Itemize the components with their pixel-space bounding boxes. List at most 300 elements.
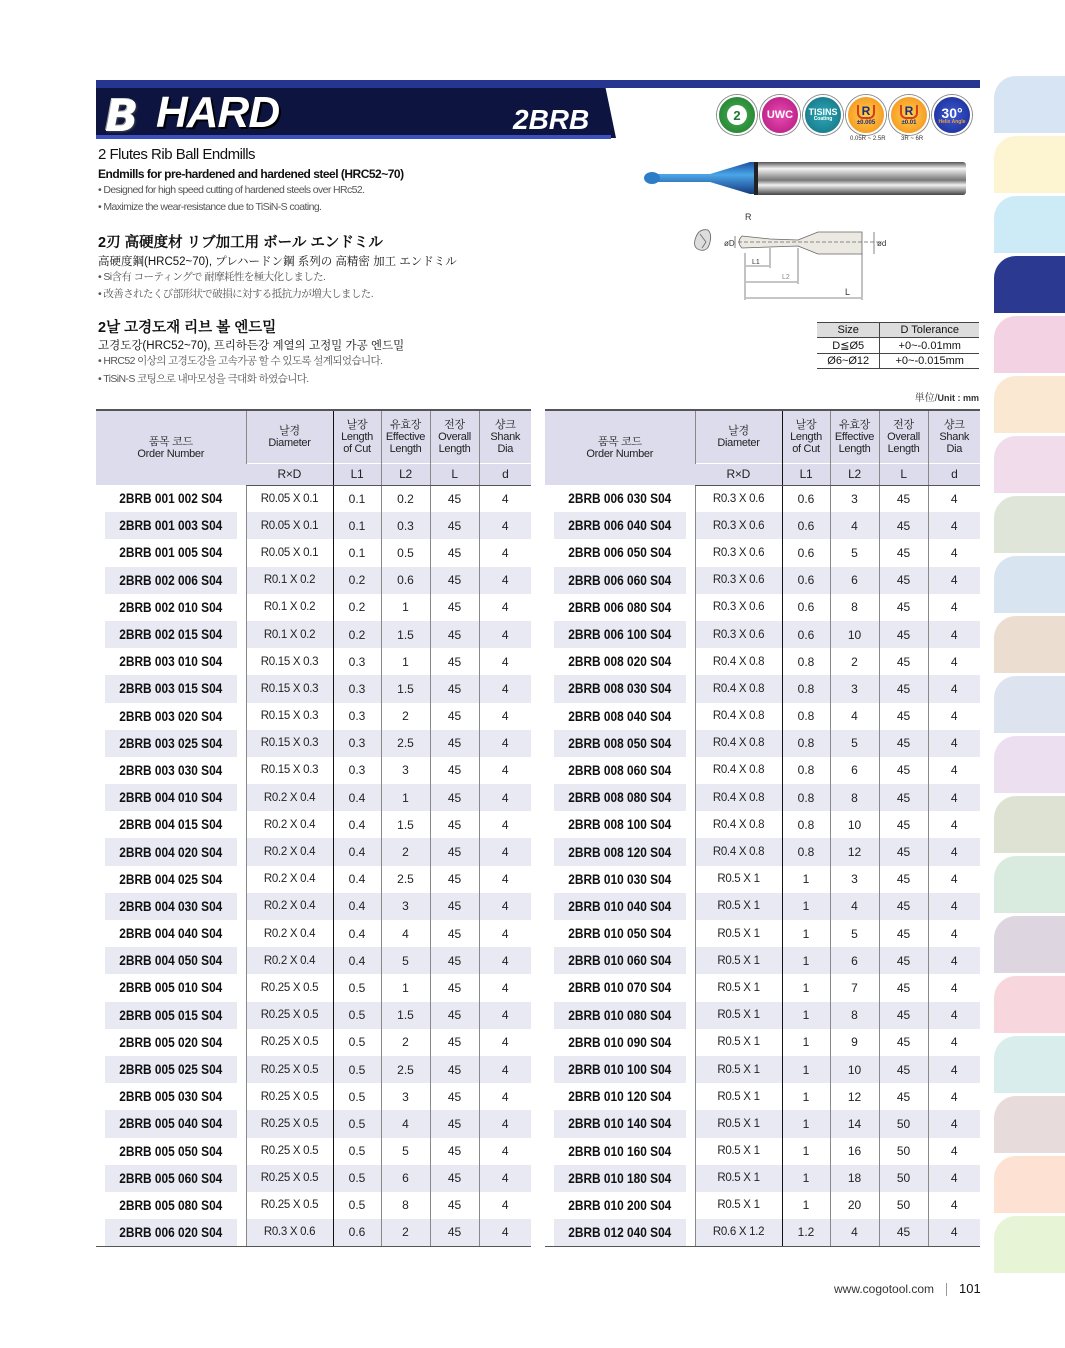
cell-effective-length: 10	[830, 1056, 879, 1083]
cell-length-of-cut: 0.8	[782, 838, 830, 865]
cell-order-number: 2BRB 010 120 S04	[568, 1089, 672, 1105]
index-tab[interactable]	[994, 556, 1065, 613]
cell-diameter: R0.25 X 0.5	[246, 1138, 333, 1165]
cell-effective-length: 1	[381, 974, 430, 1001]
cell-order-number: 2BRB 004 015 S04	[119, 817, 223, 833]
index-tab[interactable]	[994, 856, 1065, 913]
header-shank-dia: 샹크 Shank Dia	[479, 410, 531, 463]
cell-overall-length: 45	[430, 621, 479, 648]
cell-order-number: 2BRB 001 002 S04	[119, 491, 223, 507]
table-row	[96, 1083, 531, 1110]
cell-overall-length: 45	[430, 1083, 479, 1110]
cell-length-of-cut: 0.6	[782, 539, 830, 566]
cell-length-of-cut: 0.4	[333, 866, 381, 893]
table-row	[96, 1138, 531, 1165]
cell-length-of-cut: 0.5	[333, 1083, 381, 1110]
cell-shank-dia: 4	[928, 485, 980, 512]
table-row	[96, 784, 531, 811]
drawing-label-l1: L1	[752, 259, 760, 266]
index-tab[interactable]	[994, 76, 1065, 133]
cell-length-of-cut: 0.3	[333, 757, 381, 784]
bullet-japanese: • Si含有 コーティングで 耐摩耗性を極大化しました.	[98, 271, 326, 283]
cell-shank-dia: 4	[479, 811, 531, 838]
table-row	[545, 1165, 980, 1192]
cell-overall-length: 45	[430, 594, 479, 621]
cell-overall-length: 45	[430, 1138, 479, 1165]
cell-length-of-cut: 1	[782, 893, 830, 920]
r-tolerance-icon: R ±0.005	[846, 95, 886, 135]
endmill-photo	[640, 160, 980, 215]
cell-diameter: R0.25 X 0.5	[246, 974, 333, 1001]
cell-shank-dia: 4	[928, 675, 980, 702]
table-row	[96, 893, 531, 920]
cell-overall-length: 45	[879, 947, 928, 974]
index-tab[interactable]	[994, 316, 1065, 373]
table-row	[96, 703, 531, 730]
cell-effective-length: 2.5	[381, 730, 430, 757]
title-english: 2 Flutes Rib Ball Endmills	[98, 146, 256, 163]
tolerance-cell: +0~-0.01mm	[880, 338, 979, 354]
cell-overall-length: 50	[879, 1192, 928, 1219]
cell-length-of-cut: 0.6	[782, 594, 830, 621]
cell-order-number: 2BRB 008 050 S04	[554, 730, 686, 757]
cell-overall-length: 45	[430, 1029, 479, 1056]
cell-shank-dia: 4	[928, 648, 980, 675]
table-row	[96, 757, 531, 784]
header-length-of-cut: 날장 Length of Cut	[782, 410, 830, 463]
cell-diameter: R0.1 X 0.2	[246, 594, 333, 621]
index-tab[interactable]	[994, 676, 1065, 733]
cell-length-of-cut: 1	[782, 1029, 830, 1056]
cell-effective-length: 1.5	[381, 1002, 430, 1029]
cell-effective-length: 3	[830, 866, 879, 893]
uwc-icon: UWC	[760, 95, 800, 135]
cell-effective-length: 2	[381, 703, 430, 730]
cell-shank-dia: 4	[479, 784, 531, 811]
header-effective-length: 유효장 Effective Length	[381, 410, 430, 463]
cell-overall-length: 45	[430, 1165, 479, 1192]
cell-effective-length: 4	[830, 703, 879, 730]
cell-order-number: 2BRB 005 030 S04	[119, 1089, 223, 1105]
cell-shank-dia: 4	[479, 675, 531, 702]
cell-overall-length: 50	[879, 1110, 928, 1137]
cell-length-of-cut: 1	[782, 1002, 830, 1029]
cell-length-of-cut: 0.4	[333, 893, 381, 920]
cell-effective-length: 7	[830, 974, 879, 1001]
cell-order-number: 2BRB 010 200 S04	[568, 1197, 672, 1213]
cell-order-number: 2BRB 001 005 S04	[119, 545, 223, 561]
table-row	[96, 947, 531, 974]
cell-order-number: 2BRB 005 025 S04	[105, 1056, 237, 1083]
badge-caption: 3R ~ 6R	[901, 136, 924, 142]
table-row	[545, 621, 980, 648]
cell-order-number: 2BRB 002 015 S04	[105, 621, 237, 648]
cell-order-number: 2BRB 008 040 S04	[568, 708, 672, 724]
cell-effective-length: 3	[381, 1083, 430, 1110]
cell-order-number: 2BRB 010 160 S04	[568, 1143, 672, 1159]
cell-overall-length: 45	[879, 539, 928, 566]
cell-shank-dia: 4	[479, 974, 531, 1001]
cell-length-of-cut: 0.8	[782, 784, 830, 811]
cell-shank-dia: 4	[928, 811, 980, 838]
index-tab[interactable]	[994, 436, 1065, 493]
cell-order-number: 2BRB 010 040 S04	[554, 893, 686, 920]
cell-length-of-cut: 0.1	[333, 539, 381, 566]
bullet-english: • Designed for high speed cutting of hardened steels over HRc52.	[98, 184, 365, 196]
cell-overall-length: 45	[879, 757, 928, 784]
cell-diameter: R0.15 X 0.3	[246, 703, 333, 730]
cell-effective-length: 0.3	[381, 512, 430, 539]
cell-overall-length: 45	[430, 539, 479, 566]
cell-order-number: 2BRB 008 020 S04	[568, 654, 672, 670]
cell-length-of-cut: 1	[782, 866, 830, 893]
cell-effective-length: 4	[381, 920, 430, 947]
cell-order-number: 2BRB 002 010 S04	[119, 599, 223, 615]
index-tab[interactable]	[994, 616, 1065, 673]
cell-length-of-cut: 1.2	[782, 1219, 830, 1246]
cell-order-number: 2BRB 006 060 S04	[554, 567, 686, 594]
cell-length-of-cut: 0.4	[333, 784, 381, 811]
page-footer	[834, 1281, 981, 1296]
cell-order-number: 2BRB 003 030 S04	[119, 762, 223, 778]
cell-overall-length: 45	[430, 730, 479, 757]
tolerance-table	[817, 322, 979, 369]
cell-shank-dia: 4	[479, 703, 531, 730]
cell-effective-length: 0.6	[381, 567, 430, 594]
cell-shank-dia: 4	[928, 1138, 980, 1165]
cell-length-of-cut: 0.6	[782, 567, 830, 594]
table-row	[545, 1110, 980, 1137]
cell-length-of-cut: 0.5	[333, 1029, 381, 1056]
cell-shank-dia: 4	[928, 757, 980, 784]
table-row	[545, 811, 980, 838]
cell-effective-length: 5	[830, 730, 879, 757]
cell-effective-length: 5	[830, 920, 879, 947]
table-row	[96, 730, 531, 757]
table-row	[545, 512, 980, 539]
cell-length-of-cut: 0.8	[782, 757, 830, 784]
table-row	[545, 974, 980, 1001]
header-symbol: L1	[782, 463, 830, 485]
cell-overall-length: 45	[430, 1219, 479, 1246]
cell-overall-length: 45	[430, 866, 479, 893]
table-row	[96, 1219, 531, 1246]
cell-length-of-cut: 0.2	[333, 621, 381, 648]
cell-order-number: 2BRB 010 090 S04	[568, 1034, 672, 1050]
cell-order-number: 2BRB 004 025 S04	[119, 871, 223, 887]
table-row	[96, 838, 531, 865]
cell-effective-length: 0.2	[381, 485, 430, 512]
cell-diameter: R0.3 X 0.6	[695, 594, 782, 621]
table-row	[545, 757, 980, 784]
table-row	[545, 675, 980, 702]
index-tab[interactable]	[994, 376, 1065, 433]
cell-overall-length: 45	[879, 893, 928, 920]
product-table-left	[96, 409, 531, 1247]
table-row	[96, 512, 531, 539]
cell-length-of-cut: 0.3	[333, 675, 381, 702]
cell-order-number: 2BRB 004 040 S04	[119, 926, 223, 942]
cell-diameter: R0.4 X 0.8	[695, 838, 782, 865]
cell-effective-length: 1	[381, 784, 430, 811]
cell-overall-length: 45	[879, 621, 928, 648]
cell-shank-dia: 4	[479, 485, 531, 512]
table-row	[545, 1029, 980, 1056]
cell-diameter: R0.1 X 0.2	[246, 621, 333, 648]
cell-length-of-cut: 0.5	[333, 1002, 381, 1029]
table-row	[545, 784, 980, 811]
cell-overall-length: 45	[879, 1056, 928, 1083]
cell-shank-dia: 4	[479, 920, 531, 947]
header-effective-length: 유효장 Effective Length	[830, 410, 879, 463]
feature-badges	[717, 95, 972, 139]
cell-shank-dia: 4	[479, 1219, 531, 1246]
index-tab[interactable]	[994, 1096, 1065, 1153]
cell-diameter: R0.4 X 0.8	[695, 648, 782, 675]
cell-diameter: R0.5 X 1	[695, 1165, 782, 1192]
cell-diameter: R0.3 X 0.6	[695, 485, 782, 512]
cell-length-of-cut: 0.8	[782, 730, 830, 757]
cell-order-number: 2BRB 005 080 S04	[119, 1197, 223, 1213]
table-row	[96, 539, 531, 566]
table-row	[545, 920, 980, 947]
index-tab[interactable]	[994, 736, 1065, 793]
header-length-of-cut: 날장 Length of Cut	[333, 410, 381, 463]
cell-length-of-cut: 0.5	[333, 1056, 381, 1083]
cell-order-number: 2BRB 003 015 S04	[105, 675, 237, 702]
table-row	[96, 811, 531, 838]
cell-shank-dia: 4	[479, 594, 531, 621]
subtitle-japanese: 高硬度鋼(HRC52~70), プレハードン鋼 系列の 高精密 加工 エンドミル	[98, 256, 457, 268]
series-code: 2BRB	[513, 104, 590, 135]
cell-overall-length: 45	[879, 730, 928, 757]
cell-effective-length: 10	[830, 811, 879, 838]
cell-shank-dia: 4	[928, 567, 980, 594]
cell-diameter: R0.05 X 0.1	[246, 512, 333, 539]
header-symbol: L2	[381, 463, 430, 485]
header-overall-length: 전장 Overall Length	[879, 410, 928, 463]
cell-order-number: 2BRB 003 020 S04	[119, 708, 223, 724]
cell-order-number: 2BRB 010 050 S04	[568, 926, 672, 942]
cell-order-number: 2BRB 008 100 S04	[568, 817, 672, 833]
cell-length-of-cut: 1	[782, 947, 830, 974]
drawing-label-l2: L2	[782, 274, 790, 281]
cell-effective-length: 3	[381, 893, 430, 920]
cell-diameter: R0.25 X 0.5	[246, 1029, 333, 1056]
cell-order-number: 2BRB 006 080 S04	[568, 599, 672, 615]
header-diameter: 날경 Diameter	[695, 410, 782, 463]
cell-effective-length: 8	[830, 784, 879, 811]
cell-shank-dia: 4	[928, 920, 980, 947]
cell-length-of-cut: 0.2	[333, 567, 381, 594]
cell-diameter: R0.4 X 0.8	[695, 675, 782, 702]
cell-order-number: 2BRB 004 030 S04	[105, 893, 237, 920]
subtitle-english: Endmills for pre-hardened and hardened steel (HRC52~70)	[98, 167, 404, 181]
cell-length-of-cut: 0.8	[782, 675, 830, 702]
cell-effective-length: 1	[381, 594, 430, 621]
table-row	[545, 838, 980, 865]
cell-length-of-cut: 0.5	[333, 1110, 381, 1137]
table-row	[545, 866, 980, 893]
cell-effective-length: 5	[381, 1138, 430, 1165]
cell-overall-length: 45	[879, 567, 928, 594]
cell-length-of-cut: 0.8	[782, 703, 830, 730]
cell-overall-length: 50	[879, 1138, 928, 1165]
cell-effective-length: 20	[830, 1192, 879, 1219]
index-tab[interactable]	[994, 796, 1065, 853]
table-row	[96, 1192, 531, 1219]
cell-shank-dia: 4	[928, 1002, 980, 1029]
cell-order-number: 2BRB 004 050 S04	[105, 947, 237, 974]
cell-overall-length: 45	[879, 974, 928, 1001]
index-tab[interactable]	[994, 1216, 1065, 1273]
cell-shank-dia: 4	[928, 703, 980, 730]
cell-effective-length: 2.5	[381, 1056, 430, 1083]
cell-shank-dia: 4	[928, 974, 980, 1001]
cell-shank-dia: 4	[479, 947, 531, 974]
cell-effective-length: 12	[830, 1083, 879, 1110]
table-row	[545, 730, 980, 757]
cell-overall-length: 45	[879, 675, 928, 702]
cell-overall-length: 45	[430, 1056, 479, 1083]
cell-length-of-cut: 0.6	[782, 512, 830, 539]
cell-effective-length: 2	[830, 648, 879, 675]
cell-diameter: R0.4 X 0.8	[695, 757, 782, 784]
index-tab[interactable]	[994, 1156, 1065, 1213]
header-symbol: d	[479, 463, 531, 485]
cell-diameter: R0.25 X 0.5	[246, 1083, 333, 1110]
cell-effective-length: 3	[830, 675, 879, 702]
index-tab[interactable]	[994, 196, 1065, 253]
cell-effective-length: 1	[381, 648, 430, 675]
cell-length-of-cut: 1	[782, 920, 830, 947]
header-symbol: L2	[830, 463, 879, 485]
cell-effective-length: 6	[830, 567, 879, 594]
website-link[interactable]: www.cogotool.com	[834, 1282, 935, 1296]
cell-length-of-cut: 0.5	[333, 1138, 381, 1165]
cell-length-of-cut: 0.1	[333, 485, 381, 512]
table-row	[96, 920, 531, 947]
cell-overall-length: 45	[879, 866, 928, 893]
index-tab[interactable]	[994, 1036, 1065, 1093]
index-tab[interactable]	[994, 256, 1065, 313]
cell-effective-length: 0.5	[381, 539, 430, 566]
cell-overall-length: 45	[879, 1002, 928, 1029]
table-row	[545, 567, 980, 594]
cell-effective-length: 16	[830, 1138, 879, 1165]
cell-diameter: R0.25 X 0.5	[246, 1192, 333, 1219]
table-row	[545, 648, 980, 675]
cell-overall-length: 45	[430, 947, 479, 974]
cell-effective-length: 2.5	[381, 866, 430, 893]
cell-diameter: R0.5 X 1	[695, 1083, 782, 1110]
cell-diameter: R0.25 X 0.5	[246, 1056, 333, 1083]
cell-overall-length: 45	[879, 920, 928, 947]
cell-order-number: 2BRB 006 040 S04	[554, 512, 686, 539]
cell-effective-length: 4	[830, 1219, 879, 1246]
cell-overall-length: 45	[430, 567, 479, 594]
logo-text: HARD	[156, 88, 280, 137]
bullet-korean: • TiSiN-S 코팅으로 내마모성을 극대화 하였습니다.	[98, 373, 309, 385]
cell-diameter: R0.5 X 1	[695, 1029, 782, 1056]
cell-length-of-cut: 0.3	[333, 703, 381, 730]
cell-effective-length: 5	[381, 947, 430, 974]
cell-order-number: 2BRB 010 030 S04	[568, 871, 672, 887]
cell-shank-dia: 4	[928, 1192, 980, 1219]
cell-diameter: R0.5 X 1	[695, 1110, 782, 1137]
cell-overall-length: 45	[430, 1110, 479, 1137]
product-table-right	[545, 409, 980, 1247]
table-row	[545, 947, 980, 974]
cell-shank-dia: 4	[928, 1083, 980, 1110]
index-tab[interactable]	[994, 136, 1065, 193]
cell-effective-length: 18	[830, 1165, 879, 1192]
cell-effective-length: 4	[830, 893, 879, 920]
header-order-number: 품목 코드 Order Number	[96, 410, 246, 485]
cell-diameter: R0.5 X 1	[695, 1138, 782, 1165]
divider	[946, 1283, 947, 1296]
cell-length-of-cut: 0.3	[333, 730, 381, 757]
drawing-label-d: øD	[724, 239, 735, 248]
index-tab[interactable]	[994, 496, 1065, 553]
cell-order-number: 2BRB 004 020 S04	[105, 838, 237, 865]
cell-shank-dia: 4	[479, 648, 531, 675]
header-symbol: R×D	[695, 463, 782, 485]
cell-shank-dia: 4	[928, 947, 980, 974]
cell-length-of-cut: 1	[782, 1165, 830, 1192]
cell-overall-length: 45	[879, 1083, 928, 1110]
cell-order-number: 2BRB 010 070 S04	[568, 980, 672, 996]
cell-diameter: R0.5 X 1	[695, 1056, 782, 1083]
cell-effective-length: 1.5	[381, 811, 430, 838]
index-tab[interactable]	[994, 976, 1065, 1033]
title-korean: 2날 고경도재 리브 볼 엔드밀	[98, 320, 277, 336]
cell-order-number: 2BRB 002 006 S04	[105, 567, 237, 594]
cell-order-number: 2BRB 005 020 S04	[119, 1034, 223, 1050]
table-row	[96, 567, 531, 594]
cell-diameter: R0.25 X 0.5	[246, 1002, 333, 1029]
cell-diameter: R0.05 X 0.1	[246, 539, 333, 566]
cell-length-of-cut: 1	[782, 1056, 830, 1083]
cell-shank-dia: 4	[928, 1219, 980, 1246]
cell-order-number: 2BRB 008 060 S04	[568, 762, 672, 778]
cell-length-of-cut: 0.4	[333, 838, 381, 865]
cell-shank-dia: 4	[479, 730, 531, 757]
cell-diameter: R0.15 X 0.3	[246, 730, 333, 757]
cell-effective-length: 4	[830, 512, 879, 539]
cell-shank-dia: 4	[479, 567, 531, 594]
cell-diameter: R0.4 X 0.8	[695, 730, 782, 757]
cell-diameter: R0.1 X 0.2	[246, 567, 333, 594]
helix-angle-icon: 30° Helix Angle	[932, 95, 972, 135]
cell-order-number: 2BRB 006 100 S04	[554, 621, 686, 648]
cell-effective-length: 6	[381, 1165, 430, 1192]
cell-diameter: R0.5 X 1	[695, 1192, 782, 1219]
table-row	[96, 594, 531, 621]
r-tolerance-icon: R ±0.01	[889, 95, 929, 135]
cell-effective-length: 2	[381, 1029, 430, 1056]
cell-effective-length: 3	[381, 757, 430, 784]
table-row	[96, 648, 531, 675]
cell-order-number: 2BRB 008 120 S04	[554, 838, 686, 865]
cell-overall-length: 50	[879, 1165, 928, 1192]
cell-diameter: R0.2 X 0.4	[246, 947, 333, 974]
table-row	[96, 621, 531, 648]
cell-effective-length: 5	[830, 539, 879, 566]
table-row	[545, 1056, 980, 1083]
index-tab[interactable]	[994, 916, 1065, 973]
cell-diameter: R0.5 X 1	[695, 893, 782, 920]
